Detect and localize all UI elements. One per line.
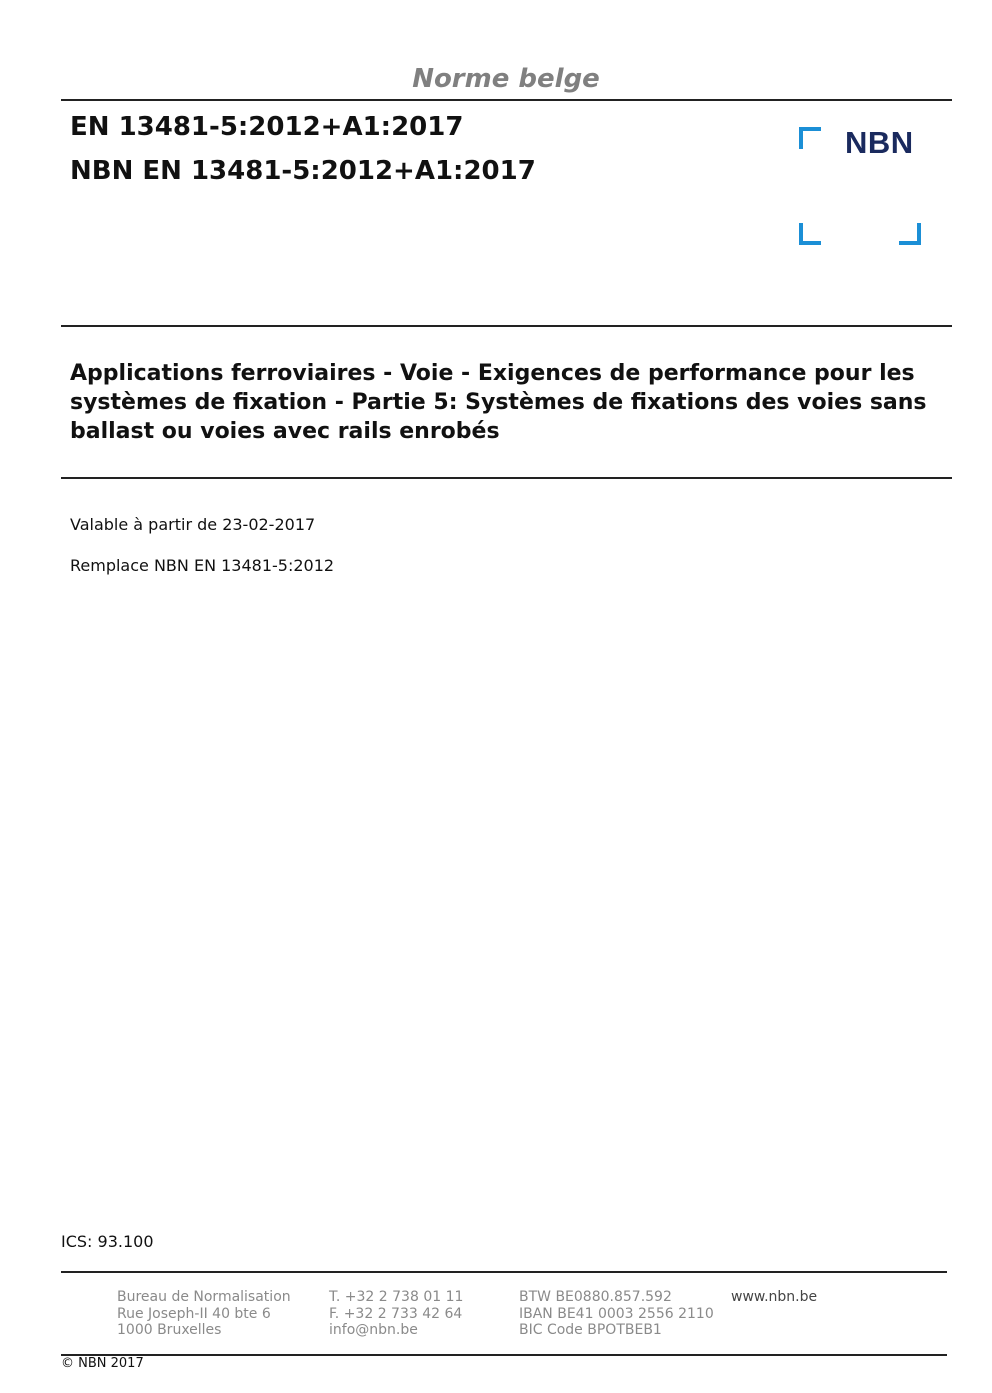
email-address: info@nbn.be xyxy=(329,1322,418,1338)
address-line: Bureau de Normalisation xyxy=(117,1289,291,1305)
valid-from-date: Valable à partir de 23-02-2017 xyxy=(70,515,316,534)
address-line: 1000 Bruxelles xyxy=(117,1322,222,1338)
footer-contact xyxy=(329,1289,463,1339)
footer-bottom-divider xyxy=(61,1354,947,1356)
nbn-standard-code: NBN EN 13481-5:2012+A1:2017 xyxy=(70,156,536,186)
logo-corner-bottom-right xyxy=(899,223,921,245)
en-standard-code: EN 13481-5:2012+A1:2017 xyxy=(70,112,464,142)
header-divider xyxy=(61,99,952,101)
norme-belge-label: Norme belge xyxy=(412,64,600,94)
logo-corner-bottom-left xyxy=(799,223,821,245)
footer-top-divider xyxy=(61,1271,947,1273)
vat-number: BTW BE0880.857.592 xyxy=(519,1289,672,1305)
document-title: Applications ferroviaires - Voie - Exigences de performance pour les systèmes de fixation - Partie 5: Systèmes de fixations des voies sans ballast ou voies avec rails enrobés xyxy=(70,361,927,444)
iban-number: IBAN BE41 0003 2556 2110 xyxy=(519,1305,714,1322)
address-line: Rue Joseph-II 40 bte 6 xyxy=(117,1305,271,1322)
replaces-standard: Remplace NBN EN 13481-5:2012 xyxy=(70,556,335,575)
bic-code: BIC Code BPOTBEB1 xyxy=(519,1322,662,1338)
footer-address xyxy=(117,1289,291,1339)
ics-code: ICS: 93.100 xyxy=(61,1232,154,1251)
fax-number: F. +32 2 733 42 64 xyxy=(329,1305,463,1322)
logo-text: NBN xyxy=(845,125,914,160)
title-top-divider xyxy=(61,325,952,327)
title-bottom-divider xyxy=(61,477,952,479)
nbn-logo xyxy=(797,125,921,249)
footer-website: www.nbn.be xyxy=(731,1289,818,1305)
logo-corner-top-left xyxy=(799,127,821,149)
phone-number: T. +32 2 738 01 11 xyxy=(329,1289,464,1305)
copyright-notice: © NBN 2017 xyxy=(61,1356,144,1371)
footer-bank-details xyxy=(519,1289,714,1339)
